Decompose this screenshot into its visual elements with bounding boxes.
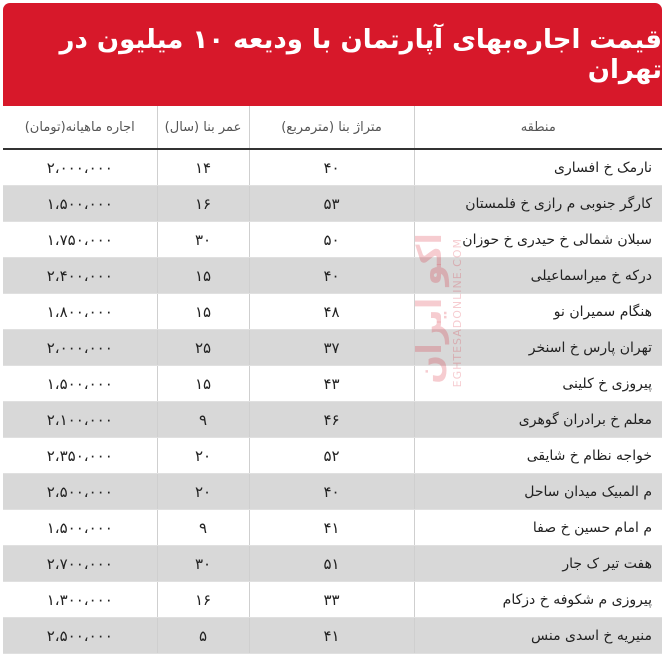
rent-table	[3, 106, 662, 654]
header-area: منطقه	[414, 106, 662, 149]
table-row	[3, 294, 662, 330]
cell-rent: ۱،۵۰۰،۰۰۰	[3, 366, 157, 402]
header-size: متراژ بنا (مترمربع)	[249, 106, 414, 149]
cell-area: هنگام سمیران نو	[414, 294, 662, 330]
cell-age: ۳۰	[157, 546, 249, 582]
cell-rent: ۲،۱۰۰،۰۰۰	[3, 402, 157, 438]
cell-area: م امام حسین خ صفا	[414, 510, 662, 546]
table-row	[3, 546, 662, 582]
title-bar	[3, 3, 662, 106]
cell-rent: ۲،۴۰۰،۰۰۰	[3, 258, 157, 294]
cell-rent: ۲،۵۰۰،۰۰۰	[3, 474, 157, 510]
watermark-logo: اکو ایران	[410, 233, 450, 384]
cell-size: ۳۷	[249, 330, 414, 366]
cell-size: ۵۱	[249, 546, 414, 582]
cell-area: منیریه خ اسدی منس	[414, 618, 662, 654]
cell-rent: ۱،۳۰۰،۰۰۰	[3, 582, 157, 618]
cell-age: ۲۰	[157, 438, 249, 474]
cell-age: ۹	[157, 402, 249, 438]
cell-age: ۱۵	[157, 258, 249, 294]
cell-rent: ۱،۵۰۰،۰۰۰	[3, 510, 157, 546]
cell-age: ۲۰	[157, 474, 249, 510]
cell-area: سبلان شمالی خ حیدری خ حوزان	[414, 222, 662, 258]
cell-size: ۴۳	[249, 366, 414, 402]
cell-size: ۴۶	[249, 402, 414, 438]
cell-rent: ۲،۰۰۰،۰۰۰	[3, 330, 157, 366]
cell-size: ۴۰	[249, 474, 414, 510]
cell-area: پیروزی م شکوفه خ دزکام	[414, 582, 662, 618]
table-row	[3, 618, 662, 654]
cell-age: ۱۵	[157, 366, 249, 402]
cell-rent: ۱،۷۵۰،۰۰۰	[3, 222, 157, 258]
cell-age: ۳۰	[157, 222, 249, 258]
cell-area: نارمک خ افساری	[414, 149, 662, 186]
cell-size: ۴۱	[249, 510, 414, 546]
cell-size: ۴۰	[249, 258, 414, 294]
cell-age: ۱۵	[157, 294, 249, 330]
cell-size: ۵۰	[249, 222, 414, 258]
cell-rent: ۱،۵۰۰،۰۰۰	[3, 186, 157, 222]
header-age: عمر بنا (سال)	[157, 106, 249, 149]
cell-area: درکه خ میراسماعیلی	[414, 258, 662, 294]
infographic-frame	[3, 3, 662, 645]
cell-size: ۵۳	[249, 186, 414, 222]
cell-age: ۲۵	[157, 330, 249, 366]
cell-area: پیروزی خ کلینی	[414, 366, 662, 402]
watermark-text: EGHTESADONLINE.COM	[451, 238, 464, 388]
cell-area: کارگر جنوبی م رازی خ فلمستان	[414, 186, 662, 222]
cell-rent: ۲،۰۰۰،۰۰۰	[3, 149, 157, 186]
cell-rent: ۱،۸۰۰،۰۰۰	[3, 294, 157, 330]
table-row	[3, 149, 662, 186]
cell-age: ۵	[157, 618, 249, 654]
cell-area: هفت تیر ک جار	[414, 546, 662, 582]
table-row	[3, 186, 662, 222]
cell-age: ۱۶	[157, 582, 249, 618]
table-row	[3, 366, 662, 402]
cell-rent: ۲،۷۰۰،۰۰۰	[3, 546, 157, 582]
cell-size: ۴۸	[249, 294, 414, 330]
cell-size: ۳۳	[249, 582, 414, 618]
table-row	[3, 258, 662, 294]
cell-area: خواجه نظام خ شایقی	[414, 438, 662, 474]
cell-age: ۱۴	[157, 149, 249, 186]
cell-area: تهران پارس خ اسنخر	[414, 330, 662, 366]
cell-size: ۴۱	[249, 618, 414, 654]
page-title: قیمت اجاره‌بهای آپارتمان با ودیعه ۱۰ میلیون در تهران	[59, 24, 662, 85]
table-row	[3, 222, 662, 258]
header-rent: اجاره ماهیانه(تومان)	[3, 106, 157, 149]
cell-size: ۵۲	[249, 438, 414, 474]
cell-area: م المبیک میدان ساحل	[414, 474, 662, 510]
table-row	[3, 438, 662, 474]
cell-age: ۹	[157, 510, 249, 546]
cell-area: معلم خ برادران گوهری	[414, 402, 662, 438]
cell-size: ۴۰	[249, 149, 414, 186]
cell-rent: ۲،۵۰۰،۰۰۰	[3, 618, 157, 654]
table-row	[3, 474, 662, 510]
table-row	[3, 330, 662, 366]
table-header-row	[3, 106, 662, 149]
table-row	[3, 402, 662, 438]
cell-rent: ۲،۳۵۰،۰۰۰	[3, 438, 157, 474]
table-row	[3, 510, 662, 546]
cell-age: ۱۶	[157, 186, 249, 222]
table-row	[3, 582, 662, 618]
